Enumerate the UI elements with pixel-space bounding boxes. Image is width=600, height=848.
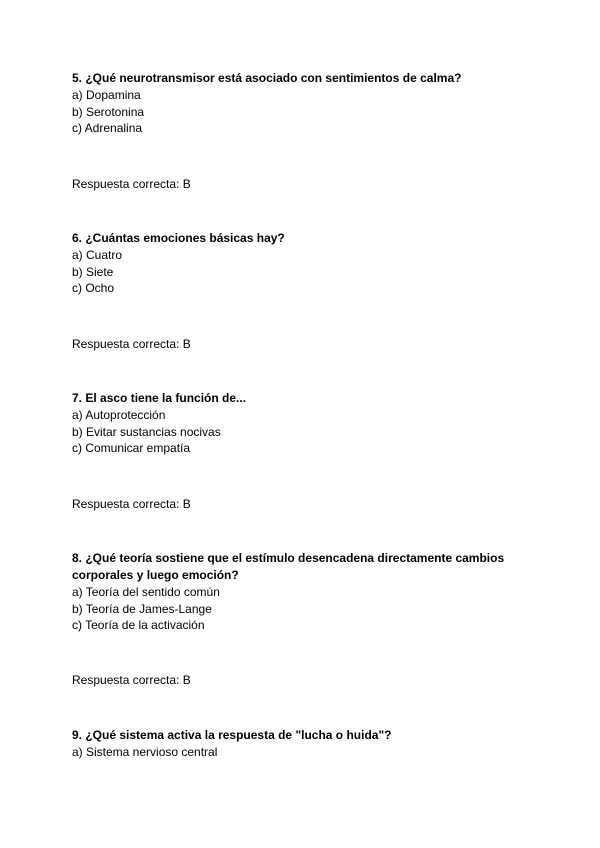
option-a: a) Cuatro: [72, 248, 123, 262]
option-c: c) Teoría de la activación: [72, 618, 205, 632]
answer-6: Respuesta correcta: B: [72, 337, 191, 351]
option-a: a) Teoría del sentido común: [72, 585, 220, 599]
option-a: a) Autoprotección: [72, 408, 166, 422]
question-title: 8. ¿Qué teoría sostiene que el estímulo desencadena directamente cambios corporales y luego emoción?: [72, 551, 505, 582]
option-b: b) Teoría de James-Lange: [72, 601, 212, 616]
option-b: b) Siete: [72, 264, 114, 279]
question-title: 7. El asco tiene la función de...: [72, 391, 247, 405]
option-b: b) Evitar sustancias nocivas: [72, 424, 221, 439]
answer-5: Respuesta correcta: B: [72, 177, 191, 191]
question-5: [72, 70, 532, 137]
option-c: c) Ocho: [72, 281, 115, 295]
question-title: 5. ¿Qué neurotransmisor está asociado con sentimientos de calma?: [72, 71, 462, 85]
question-7: [72, 390, 532, 457]
option-b: b) Serotonina: [72, 104, 145, 119]
question-8: [72, 550, 532, 634]
option-a: a) Sistema nervioso central: [72, 745, 218, 759]
answer-7: Respuesta correcta: B: [72, 497, 191, 511]
question-9: [72, 727, 532, 761]
question-title: 6. ¿Cuántas emociones básicas hay?: [72, 231, 285, 245]
question-6: [72, 230, 532, 297]
option-c: c) Adrenalina: [72, 121, 143, 135]
option-a: a) Dopamina: [72, 88, 141, 102]
option-c: c) Comunicar empatía: [72, 441, 191, 455]
answer-8: Respuesta correcta: B: [72, 673, 191, 687]
question-title: 9. ¿Qué sistema activa la respuesta de "lucha o huida"?: [72, 728, 392, 742]
